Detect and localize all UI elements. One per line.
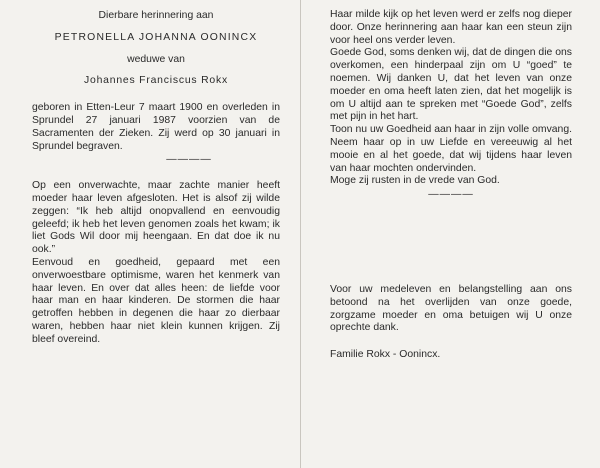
paragraph-4: Moge zij rusten in de vrede van God.: [330, 175, 500, 187]
paragraph-3: Toon nu uw Goedheid aan haar in zijn volle omvang. Neem haar op in uw Liefde en vereeuwig al het mooie en al het goede, dat wij tijdens haar leven van haar mochten ondervinden.: [330, 124, 572, 174]
signature: Familie Rokx - Oonincx.: [330, 349, 441, 361]
relation-line: weduwe van: [127, 53, 185, 65]
left-page: [32, 8, 280, 347]
paragraph-1: Op een onverwachte, maar zachte manier heeft moeder haar leven afgesloten. Het is alsof zij wilde zeggen: “Ik heb altijd onopvallend en eenvoudig geleefd; ik heb het leven genomen zoals het kwam; ik liet Gods Wil door mij heengaan. En dat doe ik nu ook.”: [32, 180, 280, 256]
thanks-text: Voor uw medeleven en belangstelling aan ons betoond na het overlijden van onze goede, zorgzame moeder en oma betuigen wij U onze oprechte dank.: [330, 283, 572, 334]
right-page: [330, 9, 572, 362]
fold-line: [300, 0, 301, 468]
divider: ————: [166, 154, 212, 166]
deceased-name: PETRONELLA JOHANNA OONINCX: [54, 31, 258, 43]
paragraph-2: Goede God, soms denken wij, dat de dingen die ons overkomen, een hinderpaal zijn om U “goed” te noemen. Wij danken U, dat het leven van onze moeder en oma heeft laten zien, dat het mogelijk is om U altijd aan te spreken met “Goede God”, zelfs met pijn in het hart.: [330, 47, 572, 123]
paragraph-1: Haar milde kijk op het leven werd er zelfs nog dieper door. Onze herinnering aan haar kan een steun zijn voor heel ons verder leven.: [330, 9, 572, 46]
divider: ————: [428, 189, 474, 201]
bio-text: geboren in Etten-Leur 7 maart 1900 en overleden in Sprundel 27 januari 1987 voorzien van de Sacramenten der Zieken. Zij werd op 30 januari in Sprundel begraven.: [32, 102, 280, 152]
spouse-name: Johannes Franciscus Rokx: [84, 75, 228, 87]
paragraph-2: Eenvoud en goedheid, gepaard met een onverwoestbare optimisme, waren het kenmerk van haar leven. En over dat alles heen: de liefde voor haar man en haar kinderen. De stormen die haar getroffen hebben in degenen die haar zo dierbaar waren, hebben haar niet klein kunnen krijgen. Zij bleef overeind.: [32, 256, 280, 345]
intro-line: Dierbare herinnering aan: [98, 10, 214, 21]
